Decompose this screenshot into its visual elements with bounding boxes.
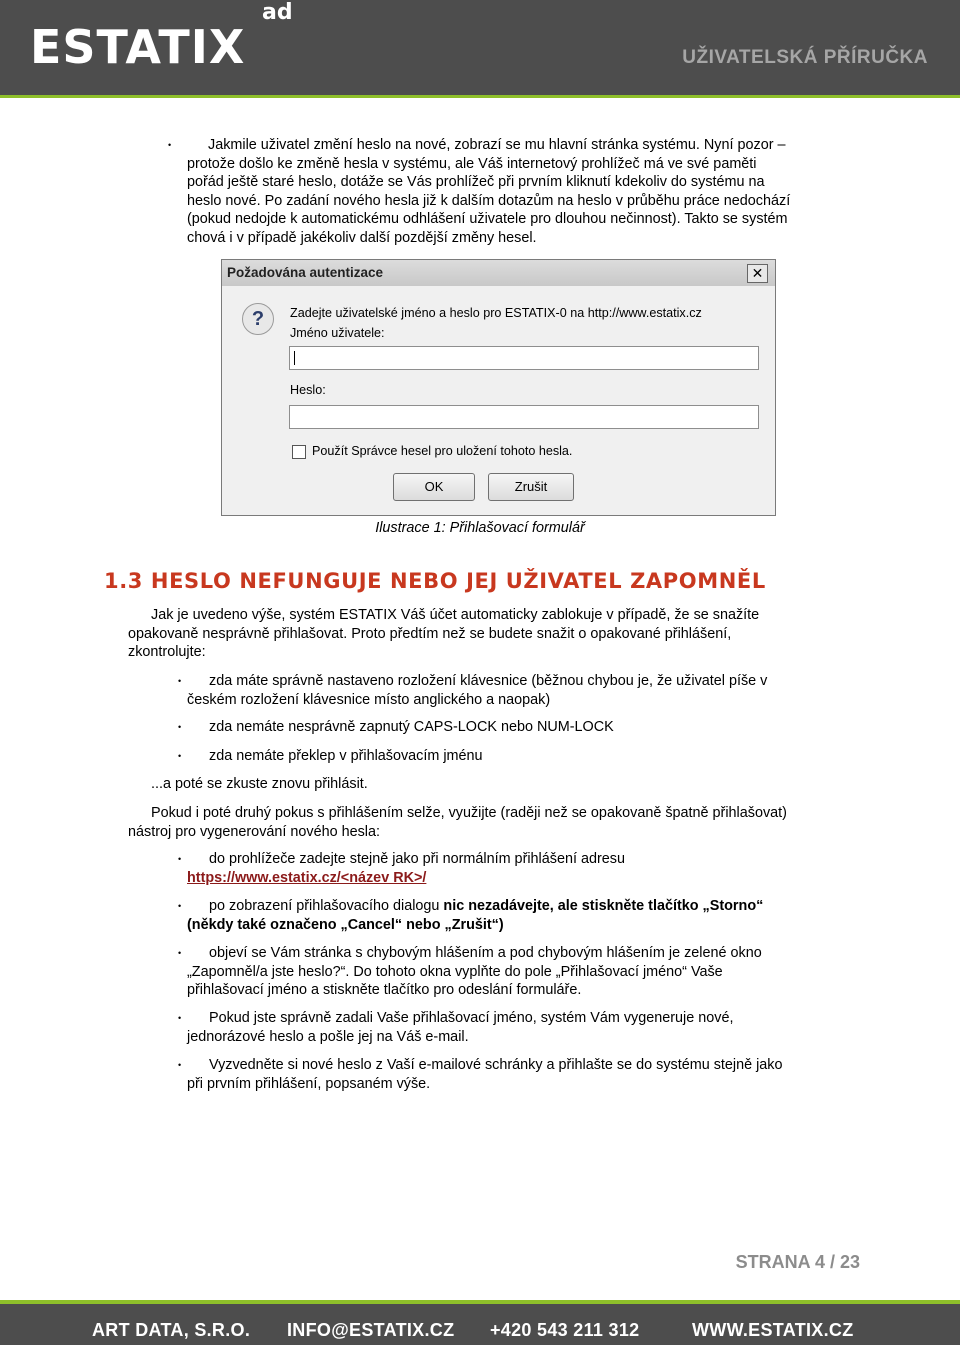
section-heading: 1.3 HESLO NEFUNGUJE NEBO JEJ UŽIVATEL ZAPOMNĚL [104,569,766,593]
step-item [187,1056,867,1093]
username-input[interactable] [289,346,759,370]
check-line: českém rozložení klávesnice místo anglického a naopak) [187,691,551,708]
page-footer [0,1304,960,1345]
password-label: Heslo: [290,383,326,397]
page-number: STRANA 4 / 23 [735,1252,860,1272]
intro-line: pořád ještě staré heslo, dotáže se Vás prohlížeč při prvním kliknutí kdekoliv do systému na [187,174,765,190]
password-input[interactable] [289,405,759,429]
step-line: „Zapomněl/a jste heslo?“. Do tohoto okna vyplňte do pole „Přihlašovací jméno“ Vaše [187,963,723,980]
step-item [187,1009,867,1046]
estatix-logo: ESTATIX [30,20,246,74]
logo-badge: ad [262,0,293,25]
figure-caption: Ilustrace 1: Přihlašovací formulář [375,520,585,536]
paragraph-line: nástroj pro vygenerování nového hesla: [128,823,380,840]
footer-email[interactable]: INFO@ESTATIX.CZ [287,1320,455,1340]
step-line: jednorázové heslo a pošle jej na Váš e-mail. [187,1028,469,1045]
paragraph-line: Pokud i poté druhý pokus s přihlášením selže, využijte (raději než se opakovaně špatně přihlašovat) [151,805,787,821]
intro-paragraph [187,136,867,247]
close-icon[interactable]: ✕ [747,264,768,283]
intro-line: chová i v případě jakékoliv další pozdější změny hesel. [187,229,537,246]
footer-website[interactable]: WWW.ESTATIX.CZ [692,1320,854,1340]
dialog-prompt: Zadejte uživatelské jméno a heslo pro ESTATIX-0 na http://www.estatix.cz [290,306,702,320]
page-header [0,0,960,95]
step-emphasis: nic nezadávejte, ale stiskněte tlačítko „Storno“ [443,898,764,914]
bullet-icon: • [178,901,182,911]
bullet-icon: • [168,140,172,150]
save-password-checkbox[interactable] [292,445,306,459]
check-item [187,672,867,709]
authentication-dialog [221,259,776,516]
paragraph-line: Jak je uvedeno výše, systém ESTATIX Váš účet automaticky zablokuje v případě, že se snažíte [151,607,760,623]
section-paragraph [128,804,888,841]
step-line: přihlašovací jméno a stiskněte tlačítko pro odeslání formuláře. [187,982,582,998]
step-item [187,897,867,934]
check-item: zda nemáte nesprávně zapnutý CAPS-LOCK nebo NUM-LOCK [209,719,614,735]
retry-note: ...a poté se zkuste znovu přihlásit. [151,776,368,792]
document-title: UŽIVATELSKÁ PŘÍRUČKA [682,47,928,68]
bullet-icon: • [178,854,182,864]
step-line: po zobrazení přihlašovacího dialogu [209,898,444,914]
recovery-link[interactable]: https://www.estatix.cz/<název RK>/ [187,869,427,886]
bullet-icon: • [178,948,182,958]
step-line: Vyzvedněte si nové heslo z Vaší e-mailové schránky a přihlašte se do systému stejně jako [209,1057,783,1073]
question-icon: ? [242,303,274,335]
header-divider [0,95,960,98]
step-line: Pokud jste správně zadali Vaše přihlašovací jméno, systém Vám vygeneruje nové, [209,1010,734,1026]
save-password-label: Použít Správce hesel pro uložení tohoto hesla. [312,444,573,458]
step-emphasis: (někdy také označeno „Cancel“ nebo „Zrušit“) [187,916,504,933]
paragraph-line: opakovaně nesprávně přihlašovat. Proto předtím než se budete snažit o opakované přihlášení, [128,625,732,642]
username-label: Jméno uživatele: [290,326,385,340]
step-item [187,850,867,887]
bullet-icon: • [178,1013,182,1023]
intro-line: Jakmile uživatel změní heslo na nové, zobrazí se mu hlavní stránka systému. Nyní pozor – [208,137,786,153]
ok-button[interactable]: OK [393,473,475,501]
dialog-title: Požadována autentizace [227,265,384,280]
section-paragraph [128,606,868,662]
footer-company: ART DATA, S.R.O. [92,1320,251,1340]
cancel-button[interactable]: Zrušit [488,473,574,501]
bullet-icon: • [178,722,182,732]
step-line: do prohlížeče zadejte stejně jako při normálním přihlášení adresu [209,851,625,867]
check-line: zda máte správně nastaveno rozložení klávesnice (běžnou chybou je, že uživatel píše v [209,673,768,689]
intro-line: heslo nové. Po zadání nového hesla již k dalším dotazům na heslo v průběhu práce nedochází [187,192,791,209]
step-line: objeví se Vám stránka s chybovým hlášením a pod chybovým hlášením je zelené okno [209,945,762,961]
dialog-titlebar [222,260,775,286]
check-item: zda nemáte překlep v přihlašovacím jménu [209,748,483,764]
footer-phone: +420 543 211 312 [490,1320,640,1340]
step-item [187,944,867,1000]
intro-line: (pokud nedojde k automatickému odhlášení uživatele pro dlouhou nečinnost). Takto se systém [187,211,788,227]
text-cursor [294,351,295,365]
bullet-icon: • [178,1060,182,1070]
bullet-icon: • [178,751,182,761]
step-line: při prvním přihlášení, popsaném výše. [187,1075,431,1092]
bullet-icon: • [178,676,182,686]
intro-line: protože došlo ke změně hesla v systému, ale Váš internetový prohlížeč má ve své paměti [187,155,757,172]
paragraph-line: zkontrolujte: [128,644,206,660]
